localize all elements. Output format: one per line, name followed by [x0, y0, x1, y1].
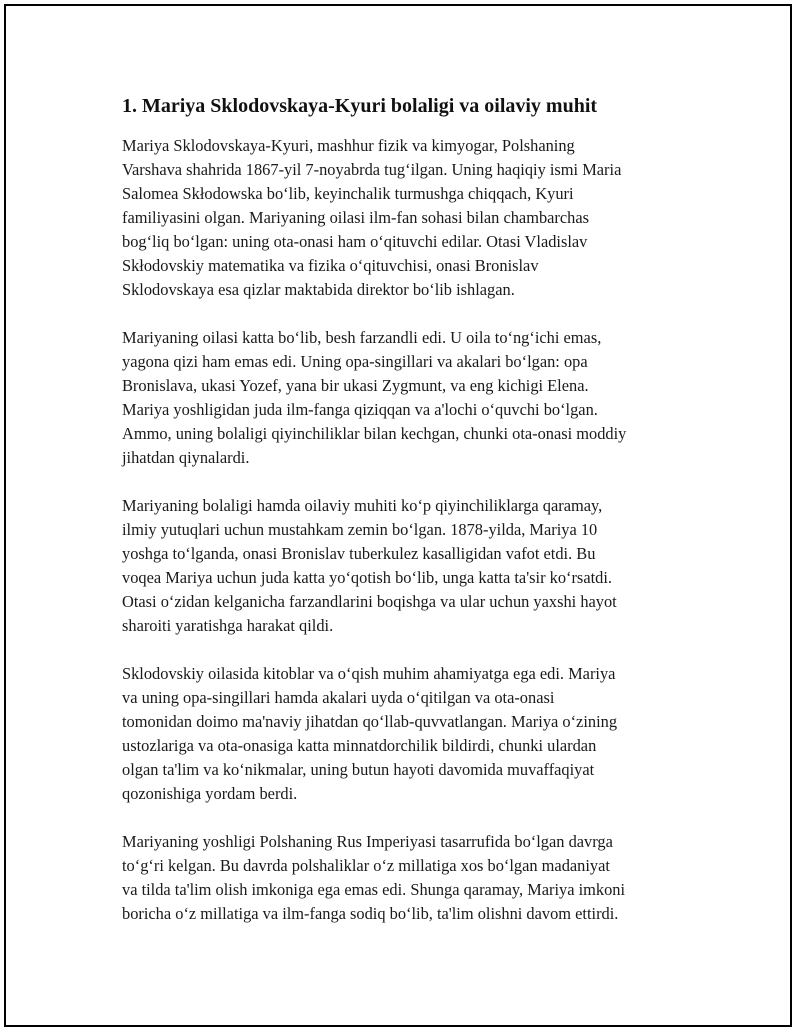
- paragraph-3: Mariyaning bolaligi hamda oilaviy muhiti ko‘p qiyinchiliklarga qaramay, ilmiy yutuqlari uchun mustahkam zemin bo‘lgan. 1878-yilda, Mariya 10 yoshga to‘lganda, onasi Bronislav tuberkulez kasalligidan vafot etdi. Bu voqea Mariya uchun juda katta yo‘qotish bo‘lib, unga katta ta'sir ko‘rsatdi. Otasi o‘zidan kelganicha farzandlarini boqishga va ular uchun yaxshi hayot sharoiti yaratishga harakat qildi.: [122, 496, 617, 635]
- document-body: [122, 92, 697, 950]
- paragraph-4: Sklodovskiy oilasida kitoblar va o‘qish muhim ahamiyatga ega edi. Mariya va uning opa-singillari hamda akalari uyda o‘qitilgan va ota-onasi tomonidan doimo ma'naviy jihatdan qo‘llab-quvvatlangan. Mariya o‘zining ustozlariga va ota-onasiga katta minnatdorchilik bildirdi, chunki ulardan olgan ta'lim va ko‘nikmalar, uning butun hayoti davomida muvaffaqiyat qozonishiga yordam berdi.: [122, 664, 618, 803]
- page-frame: [4, 4, 792, 1027]
- paragraph-1: Mariya Sklodovskaya-Kyuri, mashhur fizik va kimyogar, Polshaning Varshava shahrida 1867-yil 7-noyabrda tug‘ilgan. Uning haqiqiy ismi Maria Salomea Skłodowska bo‘lib, keyinchalik turmushga chiqqach, Kyuri familiyasini olgan. Mariyaning oilasi ilm-fan sohasi bilan chambarchas bog‘liq bo‘lgan: uning ota-onasi ham o‘qituvchi edilar. Otasi Vladislav Skłodovskiy matematika va fizika o‘qituvchisi, onasi Bronislav Sklodovskaya esa qizlar maktabida direktor bo‘lib ishlagan.: [122, 136, 622, 299]
- section-heading: 1. Mariya Sklodovskaya-Kyuri bolaligi va oilaviy muhit: [122, 95, 598, 117]
- paragraph-5: Mariyaning yoshligi Polshaning Rus Imperiyasi tasarrufida bo‘lgan davrga to‘g‘ri kelgan. Bu davrda polshaliklar o‘z millatiga xos bo‘lgan madaniyat va tilda ta'lim olish imkoniga ega emas edi. Shunga qaramay, Mariya imkoni boricha o‘z millatiga va ilm-fanga sodiq bo‘lib, ta'lim olishni davom ettirdi.: [122, 832, 626, 923]
- paragraph-2: Mariyaning oilasi katta bo‘lib, besh farzandli edi. U oila to‘ng‘ichi emas, yagona qizi ham emas edi. Uning opa-singillari va akalari bo‘lgan: opa Bronislava, ukasi Yozef, yana bir ukasi Zygmunt, va eng kichigi Elena. Mariya yoshligidan juda ilm-fanga qiziqqan va a'lochi o‘quvchi bo‘lgan. Ammo, uning bolaligi qiyinchiliklar bilan kechgan, chunki ota-onasi moddiy jihatdan qiynalardi.: [122, 328, 627, 467]
